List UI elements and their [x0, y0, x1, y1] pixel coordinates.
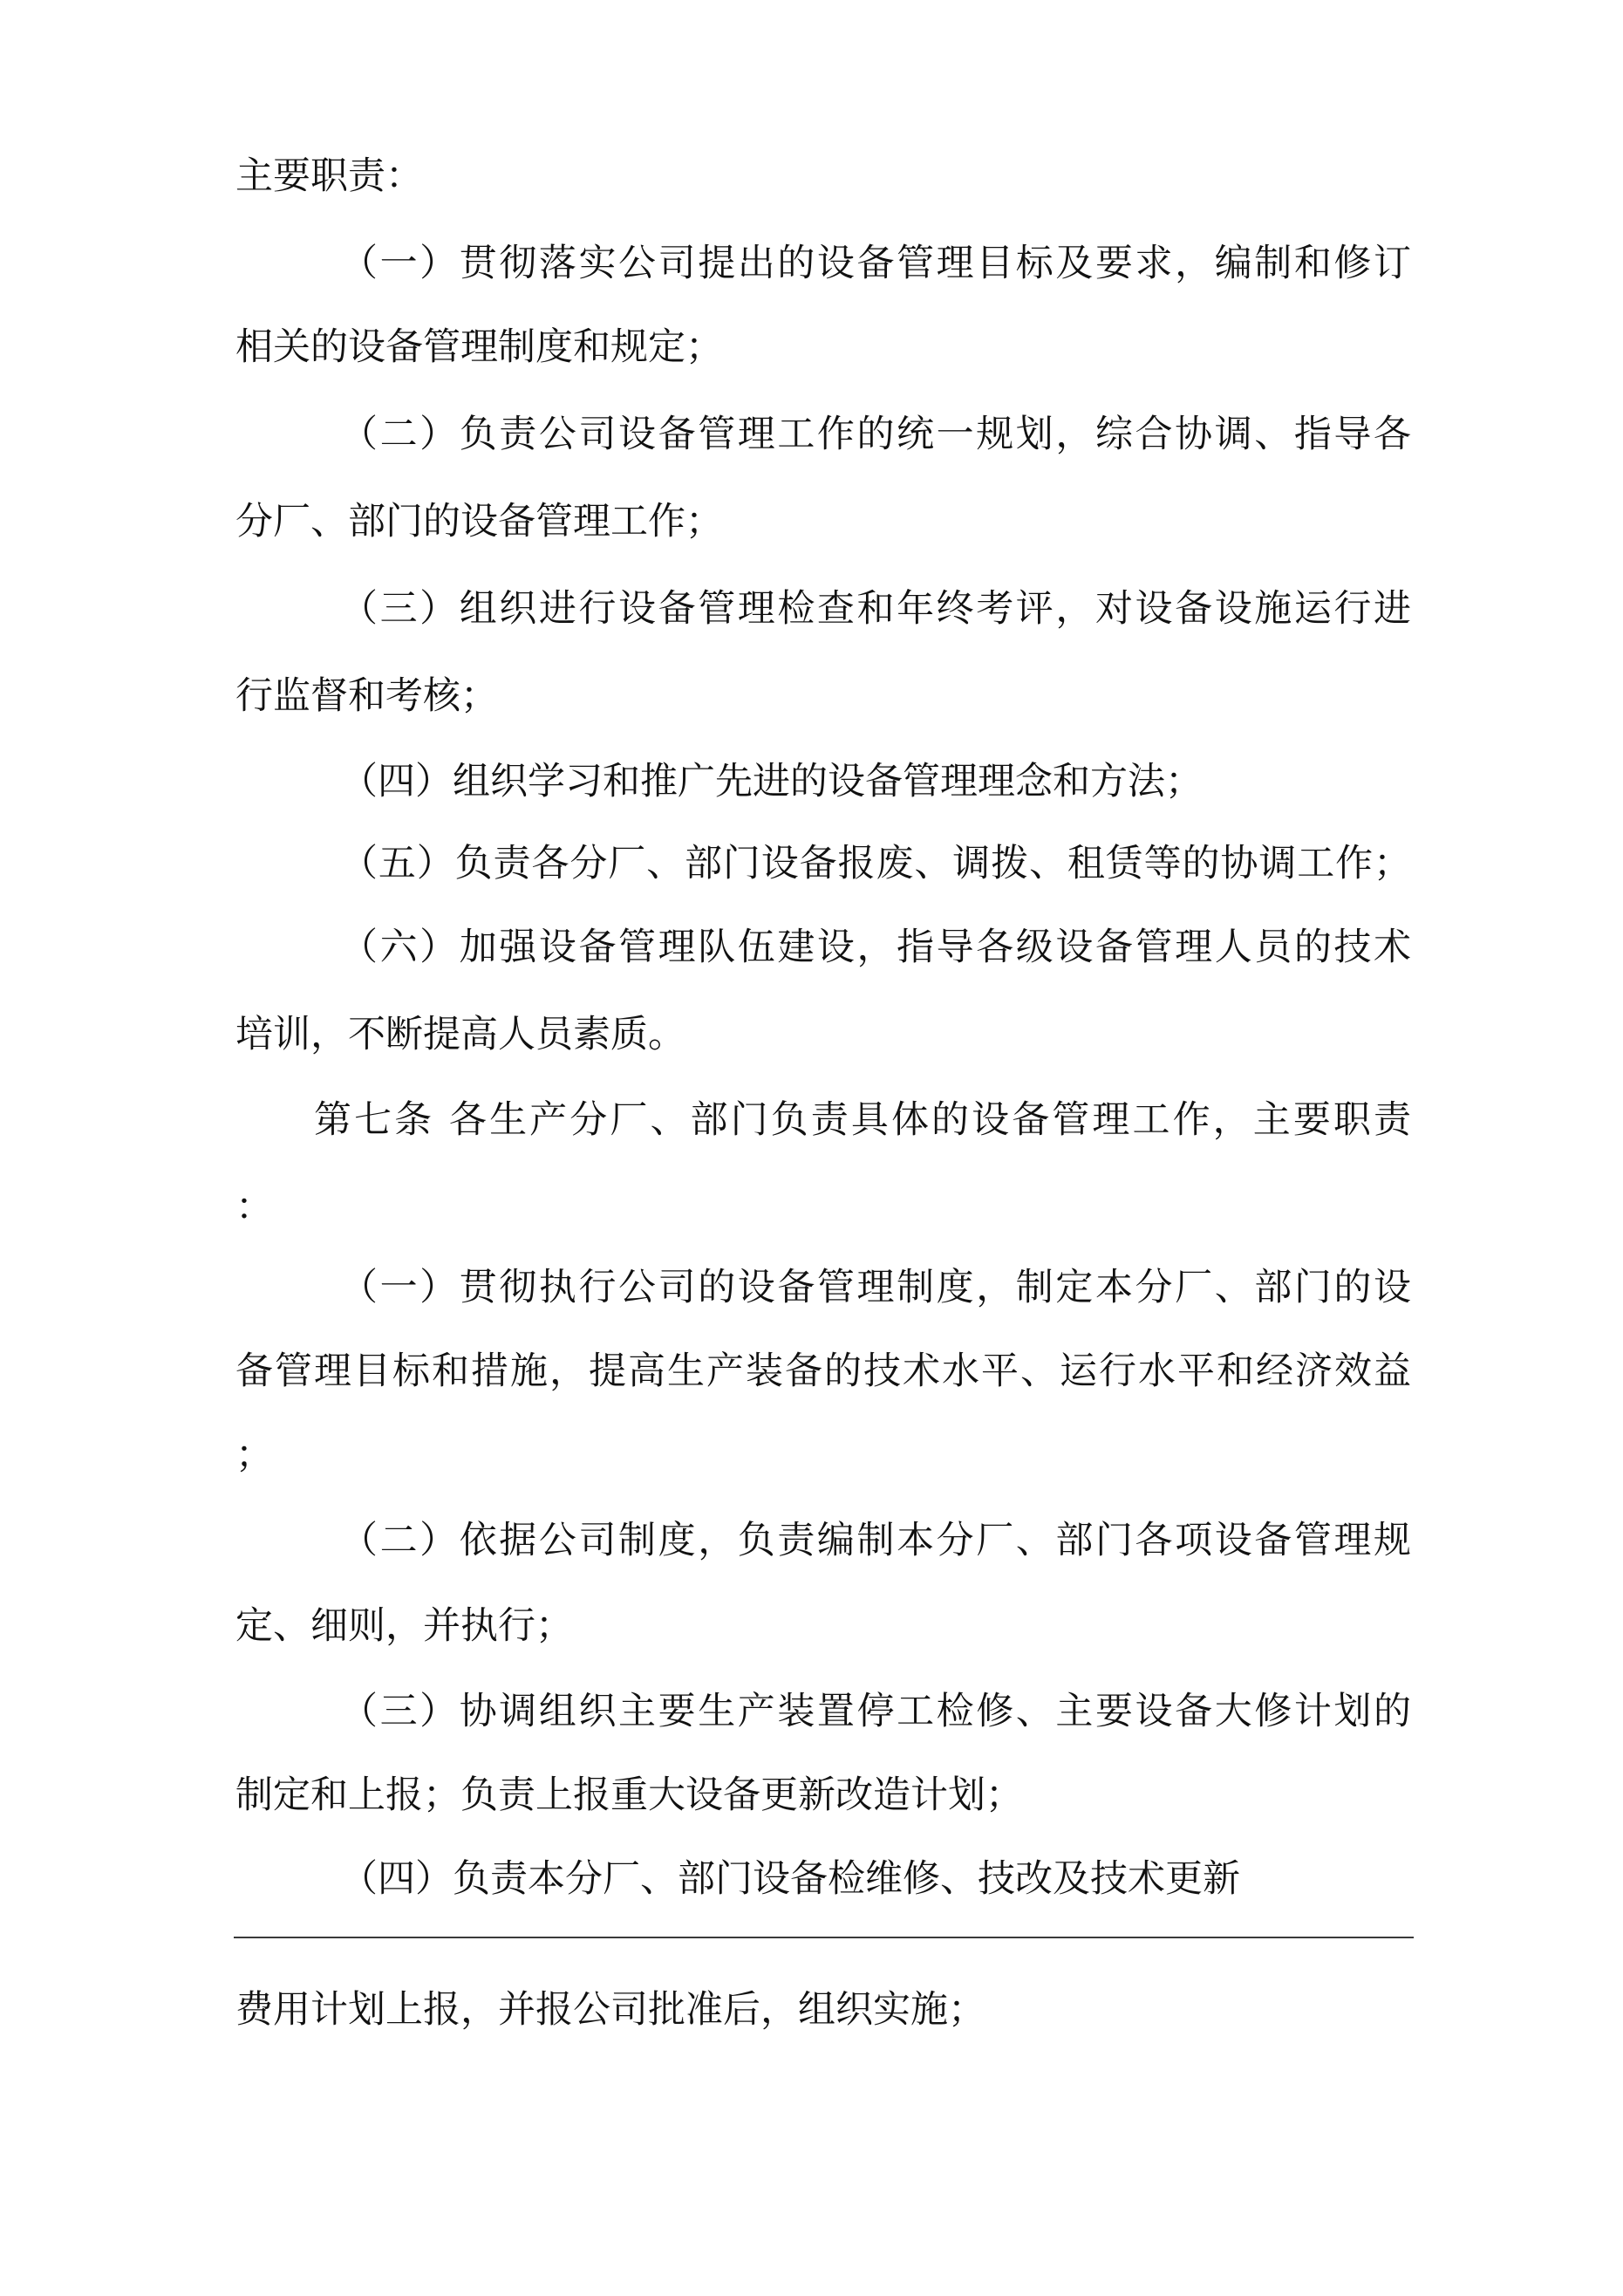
text-line-2: （一）贯彻落实公司提出的设备管理目标及要求，编制和修订 [340, 242, 1411, 285]
text-line-17: （二）依据公司制度，负责编制本分厂、部门各项设备管理规 [340, 1519, 1411, 1562]
text-line-6: （三）组织进行设备管理检查和年终考评，对设备设施运行进 [340, 587, 1411, 631]
page-divider [234, 1937, 1414, 1938]
text-line-9: （五）负责各分厂、部门设备报废、调拨、租赁等的协调工作； [340, 842, 1411, 885]
text-line-18: 定、细则，并执行； [235, 1604, 573, 1648]
text-line-12: 第七条 各生产分厂、部门负责具体的设备管理工作，主要职责 [314, 1098, 1411, 1142]
text-line-4: （二）负责公司设备管理工作的统一规划，综合协调、指导各 [340, 413, 1411, 456]
text-line-21: （四）负责本分厂、部门设备检维修、技改及技术更新 [340, 1857, 1240, 1901]
text-line-10: （六）加强设备管理队伍建设，指导各级设备管理人员的技术 [340, 926, 1411, 969]
text-line-3: 相关的设备管理制度和规定； [235, 325, 723, 369]
text-line-1: 主要职责： [235, 154, 423, 198]
text-line-5: 分厂、部门的设备管理工作； [235, 500, 723, 543]
text-line-11: 培训，不断提高人员素质。 [235, 1013, 685, 1056]
text-line-15: 备管理目标和措施，提高生产装备的技术水平、运行水平和经济效益 [235, 1350, 1411, 1393]
text-line-continued: 费用计划上报，并报公司批准后，组织实施； [235, 1988, 985, 2032]
text-line-8: （四）组织学习和推广先进的设备管理理念和方法； [340, 760, 1203, 803]
text-line-13: ： [235, 1186, 273, 1229]
text-line-16: ； [235, 1433, 273, 1477]
text-line-7: 行监督和考核； [235, 674, 498, 718]
text-line-14: （一）贯彻执行公司的设备管理制度，制定本分厂、部门的设 [340, 1266, 1411, 1309]
text-line-19: （三）协调组织主要生产装置停工检修、主要设备大修计划的 [340, 1690, 1411, 1733]
text-line-20: 制定和上报；负责上报重大设备更新改造计划； [235, 1773, 1023, 1817]
